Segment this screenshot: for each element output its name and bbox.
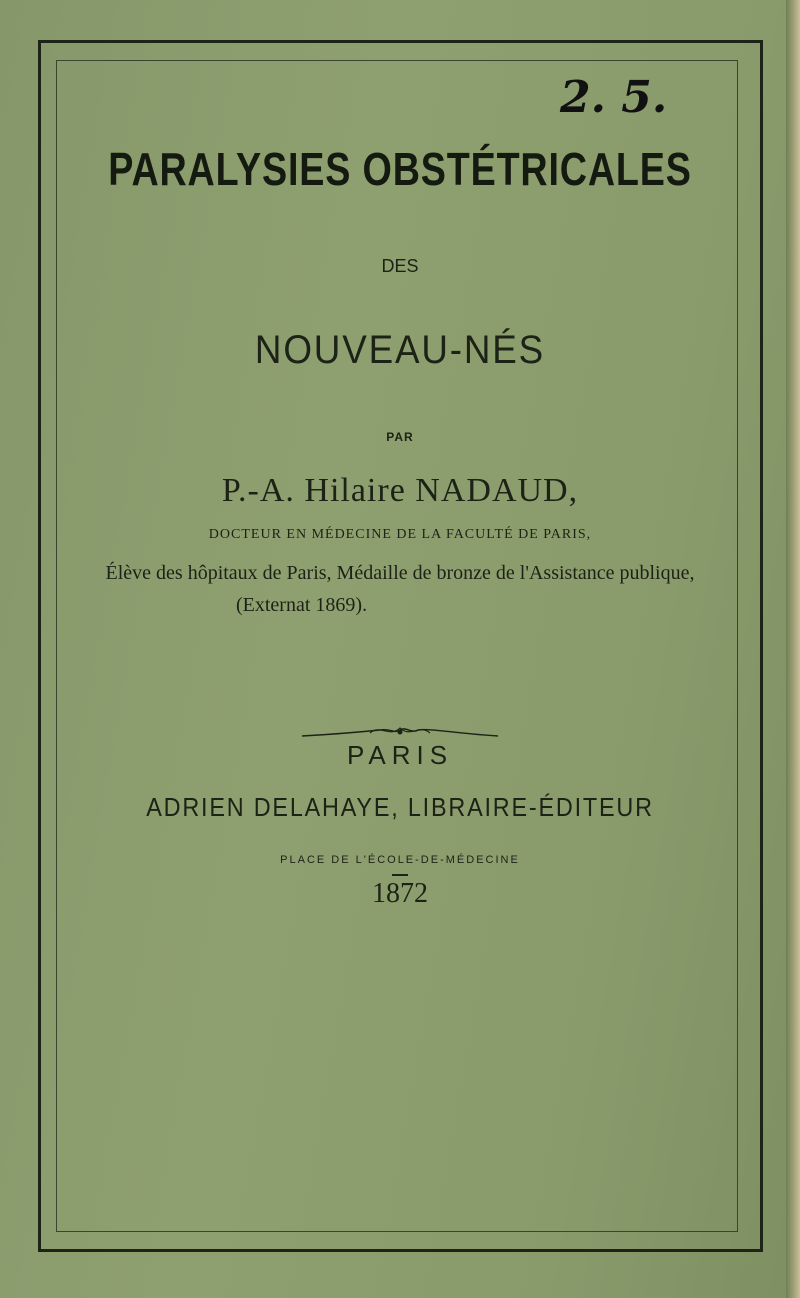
publication-city: PARIS <box>346 740 454 770</box>
inner-border <box>56 60 738 1232</box>
publication-year: 1872 <box>372 878 428 909</box>
author-name: P.-A. Hilaire NADAUD, <box>221 472 579 509</box>
page-edge <box>786 0 800 1298</box>
divider-rule <box>392 874 408 876</box>
author-externat: (Externat 1869). <box>236 594 368 616</box>
handwritten-mark: 2. 5. <box>560 72 668 123</box>
title-connector: DES <box>381 256 419 276</box>
author-degree: DOCTEUR EN MÉDECINE DE LA FACULTÉ DE PARIS, <box>208 527 592 542</box>
author-affiliation: Élève des hôpitaux de Paris, Médaille de bronze de l'Assistance publique, <box>105 562 695 584</box>
publisher-name: ADRIEN DELAHAYE, LIBRAIRE-ÉDITEUR <box>146 792 654 822</box>
publisher-address: PLACE DE L'ÉCOLE-DE-MÉDECINE <box>280 854 520 866</box>
book-subtitle: NOUVEAU-NÉS <box>254 328 546 372</box>
by-line: PAR <box>386 430 414 444</box>
book-title: PARALYSIES OBSTÉTRICALES <box>108 143 692 195</box>
